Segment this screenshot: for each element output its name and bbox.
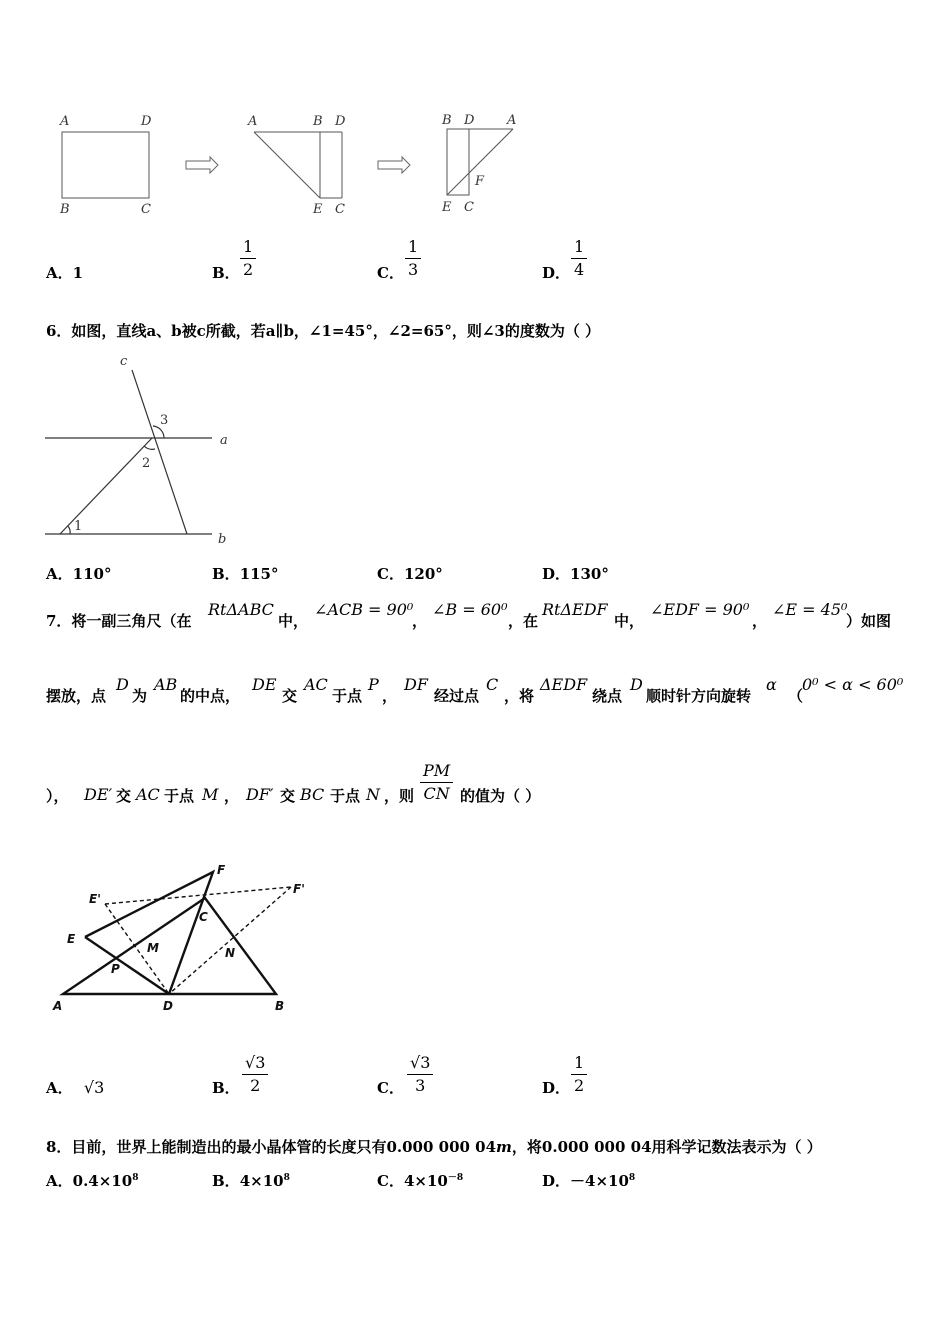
q5-option-b[interactable] [212, 262, 240, 283]
q7-option-b-fraction: $\frac{√3}{2}$ [242, 1052, 268, 1097]
option-letter: C． [377, 1079, 404, 1097]
label-C: C [199, 910, 208, 924]
q5-option-b-fraction: $\frac{1}{2}$ [240, 236, 256, 281]
label-D3: D [464, 113, 475, 128]
option-value: 120° [403, 565, 443, 583]
label-b: b [218, 532, 227, 547]
label-A2: A [248, 114, 258, 129]
angle-1-label: 1 [74, 519, 83, 534]
label-B: B [60, 202, 70, 217]
angle-2-label: 2 [142, 456, 151, 471]
label-P: P [111, 962, 120, 976]
option-letter: A． [46, 1172, 73, 1190]
option-letter: D． [542, 565, 571, 583]
option-value: 115° [239, 565, 279, 583]
q7-option-d-fraction: $\frac{1}{2}$ [571, 1052, 587, 1097]
option-value: －4×10 [570, 1172, 629, 1190]
option-letter: B． [212, 565, 240, 583]
option-letter: A． [46, 264, 73, 282]
label-B2: B [313, 114, 323, 129]
q6-option-d[interactable] [542, 563, 609, 584]
q7-option-d[interactable] [542, 1077, 570, 1098]
q7-option-c[interactable] [377, 1077, 404, 1098]
pm-cn-fraction: $\frac{PM}{CN}$ [420, 760, 453, 805]
option-value: 110° [72, 565, 112, 583]
option-letter: D． [542, 264, 571, 282]
option-value: 130° [570, 565, 609, 583]
label-M: M [147, 941, 159, 955]
label-E2: E [313, 202, 323, 217]
label-B: B [275, 999, 285, 1013]
option-letter: D． [542, 1079, 571, 1097]
q5-option-d[interactable] [542, 262, 570, 283]
label-E3: E [442, 200, 452, 215]
option-value: 4×10 [403, 1172, 448, 1190]
triangle-abc [63, 898, 276, 994]
q8-option-a[interactable] [46, 1170, 138, 1191]
q7-stem-line1: 7．将一副三角尺（在 RtΔABC 中， ∠ACB = 90⁰ ， ∠B = 60⁰ ，在 RtΔEDF 中， ∠EDF = 90⁰ ， ∠E = 45⁰ ）如图 [46, 600, 892, 630]
q6-option-b[interactable] [212, 563, 279, 584]
option-value: √3 [83, 1078, 105, 1097]
triangle-edf-upper [85, 872, 213, 994]
line-c [132, 370, 187, 534]
q5-option-c-fraction: $\frac{1}{3}$ [405, 236, 421, 281]
q8-stem: 8．目前，世界上能制造出的最小晶体管的长度只有0.000 000 04m，将0.000 000 04用科学记数法表示为（ ） [46, 1138, 822, 1156]
q6-option-a[interactable] [46, 563, 111, 584]
label-F-prime: F' [293, 882, 305, 896]
q8-option-b[interactable] [212, 1170, 290, 1191]
option-letter: A． [46, 565, 73, 583]
label-F3: F [475, 174, 485, 189]
option-letter: B． [212, 264, 240, 282]
label-E: E [67, 932, 76, 946]
label-E-prime: E' [89, 892, 101, 906]
parallel-lines-figure [40, 350, 240, 550]
q7-stem-line2: 摆放，点 D 为 AB 的中点， DE 交 AC 于点 P ， DF 经过点 C ，将 ΔEDF 绕点 D 顺时针方向旋转 α （ 0⁰ < α < 60⁰ [46, 675, 904, 705]
label-C2: C [335, 202, 345, 217]
q6-stem: 6．如图，直线a、b被c所截，若a∥b，∠1=45°，∠2=65°，则∠3的度数为（ ） [46, 322, 601, 340]
label-A: A [60, 114, 70, 129]
option-value: 1 [72, 264, 84, 282]
exponent: 8 [132, 1173, 139, 1183]
option-letter: C． [377, 1172, 404, 1190]
label-a: a [220, 433, 228, 448]
q5-option-d-fraction: $\frac{1}{4}$ [571, 236, 587, 281]
option-letter: B． [212, 1172, 240, 1190]
rect-abcd [62, 132, 149, 198]
option-letter: D． [542, 1172, 571, 1190]
option-letter: B． [212, 1079, 240, 1097]
q8-option-c[interactable] [377, 1170, 463, 1191]
label-B3: B [442, 113, 452, 128]
label-N: N [225, 946, 236, 960]
label-D: D [141, 114, 152, 129]
triangle-rotation-figure [45, 855, 320, 1020]
exponent: －8 [447, 1173, 464, 1183]
label-F: F [217, 863, 226, 877]
angle-3-label: 3 [160, 413, 169, 428]
option-letter: C． [377, 565, 404, 583]
label-D: D [163, 999, 173, 1013]
q8-option-d[interactable] [542, 1170, 635, 1191]
q7-option-b[interactable] [212, 1077, 240, 1098]
label-c: c [120, 354, 128, 369]
arrow-icon [186, 157, 410, 173]
q7-option-c-fraction: $\frac{√3}{3}$ [407, 1052, 433, 1097]
q5-option-a[interactable] [46, 262, 83, 283]
exponent: 8 [283, 1173, 290, 1183]
q6-option-c[interactable] [377, 563, 443, 584]
exponent: 8 [628, 1173, 636, 1183]
q5-option-c[interactable] [377, 262, 404, 283]
option-value: 4×10 [239, 1172, 284, 1190]
fold-figure [40, 105, 540, 220]
label-A3: A [507, 113, 517, 128]
option-letter: C． [377, 264, 404, 282]
option-value: 0.4×10 [72, 1172, 133, 1190]
label-C3: C [464, 200, 474, 215]
label-A: A [53, 999, 63, 1013]
option-letter: A． [46, 1079, 73, 1097]
label-C: C [141, 202, 151, 217]
label-D2: D [335, 114, 346, 129]
q7-stem-line3: ）， DE′ 交 AC 于点 M ， DF′ 交 BC 于点 N ，则 $\frac{PM}{CN}$ 的值为（ ） [46, 761, 541, 805]
q7-option-a[interactable] [46, 1077, 104, 1098]
